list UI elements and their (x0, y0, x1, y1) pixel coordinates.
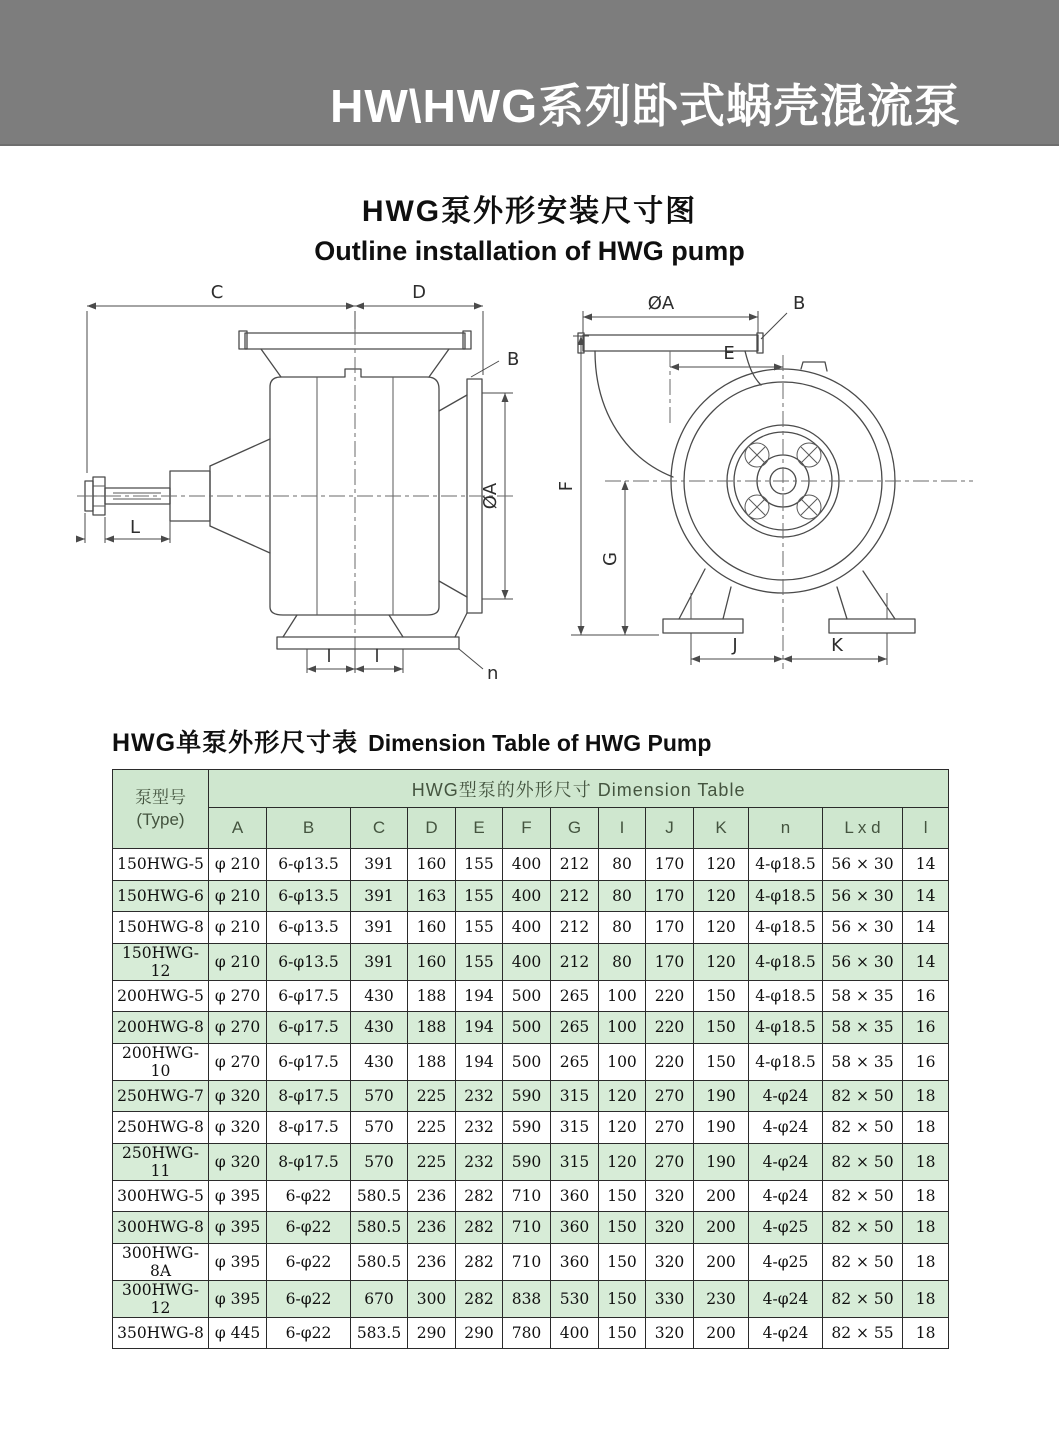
dimension-cell: 580.5 (351, 1180, 408, 1212)
dimension-cell: 4-φ24 (749, 1080, 823, 1112)
pump-type-cell: 350HWG-8 (113, 1317, 209, 1349)
dimension-cell: 4-φ24 (749, 1112, 823, 1144)
dimension-cell: 155 (456, 849, 503, 881)
column-header-f: F (503, 808, 551, 849)
table-section (112, 723, 948, 1349)
dimension-cell: 330 (646, 1280, 694, 1317)
column-header-c: C (351, 808, 408, 849)
dimension-cell: 160 (408, 912, 456, 944)
table-row (113, 943, 949, 980)
dim-label-l-upper: L (129, 517, 140, 538)
dimension-cell: 315 (551, 1143, 599, 1180)
dimension-cell: 710 (503, 1212, 551, 1244)
dimension-cell: 6-φ17.5 (267, 980, 351, 1012)
dim-label-j: J (731, 635, 738, 656)
dimension-cell: 282 (456, 1243, 503, 1280)
dimension-cell: 232 (456, 1143, 503, 1180)
dimension-cell: φ 270 (209, 1012, 267, 1044)
dimension-cell: 400 (503, 912, 551, 944)
dimension-cell: 590 (503, 1143, 551, 1180)
dimension-cell: 200 (694, 1180, 749, 1212)
column-header-g: G (551, 808, 599, 849)
dimension-cell: 230 (694, 1280, 749, 1317)
dimension-cell: 56 × 30 (823, 849, 903, 881)
dimension-cell: 4-φ18.5 (749, 980, 823, 1012)
dimension-cell: 14 (903, 849, 949, 881)
column-header-k: K (694, 808, 749, 849)
dimension-cell: 80 (599, 849, 646, 881)
dimension-cell: 18 (903, 1112, 949, 1144)
pump-type-cell: 250HWG-8 (113, 1112, 209, 1144)
dimension-cell: 282 (456, 1212, 503, 1244)
dimension-cell: 120 (694, 849, 749, 881)
pump-type-cell: 200HWG-10 (113, 1043, 209, 1080)
pump-type-cell: 300HWG-8A (113, 1243, 209, 1280)
dimension-cell: 16 (903, 1012, 949, 1044)
dimension-cell: 838 (503, 1280, 551, 1317)
dimension-cell: 232 (456, 1080, 503, 1112)
dimension-cell: 580.5 (351, 1243, 408, 1280)
dimension-cell: 120 (694, 912, 749, 944)
dimension-cell: 82 × 50 (823, 1243, 903, 1280)
dimension-cell: 120 (599, 1112, 646, 1144)
dimension-cell: 4-φ25 (749, 1212, 823, 1244)
dimension-cell: 190 (694, 1080, 749, 1112)
dimension-cell: φ 320 (209, 1112, 267, 1144)
dimension-cell: 58 × 35 (823, 1012, 903, 1044)
dim-label-k: K (830, 635, 843, 656)
dimension-cell: 212 (551, 943, 599, 980)
dimension-cell: 4-φ18.5 (749, 880, 823, 912)
dimension-cell: 6-φ13.5 (267, 849, 351, 881)
table-row (113, 912, 949, 944)
dimension-cell: 500 (503, 980, 551, 1012)
dimension-cell: 360 (551, 1212, 599, 1244)
dimension-cell: 4-φ18.5 (749, 943, 823, 980)
dimension-cell: 4-φ24 (749, 1143, 823, 1180)
dimension-cell: 18 (903, 1080, 949, 1112)
dimension-cell: 500 (503, 1012, 551, 1044)
dimension-cell: 583.5 (351, 1317, 408, 1349)
dimension-cell: 320 (646, 1317, 694, 1349)
dimension-cell: 315 (551, 1112, 599, 1144)
dimension-cell: 265 (551, 980, 599, 1012)
dimension-cell: 6-φ22 (267, 1280, 351, 1317)
dimension-cell: 6-φ22 (267, 1212, 351, 1244)
dimension-cell: φ 210 (209, 880, 267, 912)
dimension-cell: 16 (903, 1043, 949, 1080)
dimension-cell: 6-φ22 (267, 1180, 351, 1212)
type-header-en: (Type) (136, 810, 185, 829)
dimension-cell: 58 × 35 (823, 1043, 903, 1080)
dimension-cell: 150 (694, 1043, 749, 1080)
dimension-table (112, 769, 949, 1349)
dimension-cell: 150 (694, 980, 749, 1012)
dimension-cell: 430 (351, 1012, 408, 1044)
dim-label-oa-right: ØA (647, 293, 674, 314)
dimension-cell: 82 × 50 (823, 1143, 903, 1180)
dimension-cell: 82 × 50 (823, 1080, 903, 1112)
dimension-cell: 4-φ24 (749, 1317, 823, 1349)
dimension-cell: 190 (694, 1143, 749, 1180)
dimension-cell: 580.5 (351, 1212, 408, 1244)
column-header-e: E (456, 808, 503, 849)
dimension-cell: 290 (456, 1317, 503, 1349)
table-row (113, 1280, 949, 1317)
dimension-cell: 570 (351, 1143, 408, 1180)
column-header-d: D (408, 808, 456, 849)
dimension-cell: 315 (551, 1080, 599, 1112)
dimension-cell: 16 (903, 980, 949, 1012)
dimension-cell: 80 (599, 912, 646, 944)
table-title (112, 723, 948, 759)
dimension-cell: 120 (694, 943, 749, 980)
dimension-cell: 190 (694, 1112, 749, 1144)
table-row (113, 1212, 949, 1244)
dimension-cell: 220 (646, 980, 694, 1012)
dimension-cell: 400 (551, 1317, 599, 1349)
column-header-i: I (599, 808, 646, 849)
dimension-cell: 56 × 30 (823, 912, 903, 944)
dimension-cell: 430 (351, 980, 408, 1012)
dimension-cell: 6-φ17.5 (267, 1043, 351, 1080)
dimension-cell: 18 (903, 1143, 949, 1180)
dimension-cell: 391 (351, 943, 408, 980)
dimension-cell: 4-φ18.5 (749, 849, 823, 881)
dimension-cell: 270 (646, 1143, 694, 1180)
dimension-cell: 14 (903, 912, 949, 944)
dimension-cell: 225 (408, 1112, 456, 1144)
dimension-cell: 188 (408, 980, 456, 1012)
table-row (113, 1180, 949, 1212)
table-row (113, 1012, 949, 1044)
dimension-cell: 18 (903, 1212, 949, 1244)
table-row (113, 980, 949, 1012)
column-header-b: B (267, 808, 351, 849)
dimension-cell: 6-φ22 (267, 1243, 351, 1280)
dimension-cell: 82 × 55 (823, 1317, 903, 1349)
dimension-cell: 500 (503, 1043, 551, 1080)
column-header-l: l (903, 808, 949, 849)
pump-type-cell: 150HWG-12 (113, 943, 209, 980)
drawings-row (0, 281, 1059, 689)
dimension-cell: 170 (646, 912, 694, 944)
dimension-cell: 194 (456, 1012, 503, 1044)
dimension-cell: 232 (456, 1112, 503, 1144)
dimension-cell: 14 (903, 943, 949, 980)
dimension-cell: 320 (646, 1180, 694, 1212)
dimension-cell: 200 (694, 1243, 749, 1280)
dimension-cell: 170 (646, 880, 694, 912)
pump-front-view-drawing (553, 281, 1005, 689)
dim-label-b-right: B (792, 293, 805, 314)
dimension-cell: 400 (503, 849, 551, 881)
dimension-cell: 570 (351, 1112, 408, 1144)
dimension-cell: 290 (408, 1317, 456, 1349)
table-row (113, 1080, 949, 1112)
dim-label-e: E (722, 343, 735, 364)
dimension-cell: φ 395 (209, 1243, 267, 1280)
dimension-cell: 150 (599, 1212, 646, 1244)
dimension-cell: 780 (503, 1317, 551, 1349)
dimension-cell: 14 (903, 880, 949, 912)
dim-label-oa-left: ØA (479, 482, 501, 510)
dimension-cell: 4-φ24 (749, 1280, 823, 1317)
dimension-cell: 82 × 50 (823, 1280, 903, 1317)
subtitle-zh: HWG泵外形安装尺寸图 (361, 195, 698, 228)
dimension-cell: 82 × 50 (823, 1112, 903, 1144)
pump-type-cell: 150HWG-6 (113, 880, 209, 912)
pump-side-view-drawing (55, 281, 535, 689)
dimension-cell: φ 210 (209, 849, 267, 881)
dimension-cell: 8-φ17.5 (267, 1143, 351, 1180)
dimension-cell: 670 (351, 1280, 408, 1317)
column-header-n: n (749, 808, 823, 849)
dimension-cell: 430 (351, 1043, 408, 1080)
dimension-cell: 590 (503, 1080, 551, 1112)
table-row (113, 1043, 949, 1080)
dimension-cell: 4-φ18.5 (749, 912, 823, 944)
dimension-table-body (113, 849, 949, 1349)
dim-label-n: n (486, 663, 498, 684)
dimension-cell: 120 (694, 880, 749, 912)
table-title-zh: HWG单泵外形尺寸表 (112, 729, 359, 757)
dimension-cell: 220 (646, 1043, 694, 1080)
pump-type-cell: 250HWG-11 (113, 1143, 209, 1180)
column-header-type (113, 770, 209, 849)
dimension-cell: φ 445 (209, 1317, 267, 1349)
pump-type-cell: 150HWG-8 (113, 912, 209, 944)
dimension-cell: 150 (694, 1012, 749, 1044)
dimension-cell: 150 (599, 1317, 646, 1349)
dim-label-d: D (411, 282, 426, 303)
column-header-lxd: L x d (823, 808, 903, 849)
dimension-cell: 80 (599, 943, 646, 980)
dimension-cell: 212 (551, 849, 599, 881)
dimension-cell: 8-φ17.5 (267, 1080, 351, 1112)
dimension-cell: 4-φ18.5 (749, 1012, 823, 1044)
dimension-cell: φ 395 (209, 1280, 267, 1317)
table-row (113, 849, 949, 881)
dimension-cell: 58 × 35 (823, 980, 903, 1012)
dimension-cell: 160 (408, 849, 456, 881)
dimension-cell: 236 (408, 1180, 456, 1212)
dimension-cell: φ 210 (209, 943, 267, 980)
pump-type-cell: 300HWG-5 (113, 1180, 209, 1212)
dimension-cell: 56 × 30 (823, 880, 903, 912)
dimension-cell: 163 (408, 880, 456, 912)
pump-type-cell: 200HWG-5 (113, 980, 209, 1012)
dimension-cell: 270 (646, 1112, 694, 1144)
dimension-cell: 160 (408, 943, 456, 980)
dimension-cell: 391 (351, 849, 408, 881)
dimension-cell: φ 395 (209, 1212, 267, 1244)
dimension-cell: 155 (456, 912, 503, 944)
dimension-cell: 6-φ13.5 (267, 912, 351, 944)
dimension-cell: 200 (694, 1317, 749, 1349)
table-row (113, 1143, 949, 1180)
dimension-cell: 590 (503, 1112, 551, 1144)
table-row (113, 1243, 949, 1280)
dimension-cell: φ 270 (209, 980, 267, 1012)
dimension-cell: 18 (903, 1280, 949, 1317)
dimension-cell: 100 (599, 1043, 646, 1080)
dimension-cell: 155 (456, 943, 503, 980)
dimension-cell: 18 (903, 1180, 949, 1212)
dim-label-g: G (599, 552, 621, 566)
dimension-cell: 120 (599, 1143, 646, 1180)
subtitle-en: Outline installation of HWG pump (314, 236, 745, 266)
dimension-cell: 188 (408, 1043, 456, 1080)
dimension-cell: 282 (456, 1280, 503, 1317)
dimension-cell: 320 (646, 1243, 694, 1280)
dimension-cell: 194 (456, 980, 503, 1012)
dimension-cell: 6-φ22 (267, 1317, 351, 1349)
table-row (113, 1317, 949, 1349)
dimension-cell: 82 × 50 (823, 1212, 903, 1244)
dimension-cell: 570 (351, 1080, 408, 1112)
dimension-cell: 282 (456, 1180, 503, 1212)
dimension-cell: 360 (551, 1243, 599, 1280)
dimension-cell: φ 395 (209, 1180, 267, 1212)
dimension-cell: 56 × 30 (823, 943, 903, 980)
dimension-cell: 710 (503, 1243, 551, 1280)
dimension-cell: 4-φ18.5 (749, 1043, 823, 1080)
dimension-cell: 391 (351, 912, 408, 944)
pump-type-cell: 200HWG-8 (113, 1012, 209, 1044)
header-banner (0, 0, 1059, 146)
pump-type-cell: 250HWG-7 (113, 1080, 209, 1112)
table-title-en: Dimension Table of HWG Pump (368, 730, 712, 756)
dimension-cell: 18 (903, 1317, 949, 1349)
table-row (113, 880, 949, 912)
dim-label-f: F (555, 480, 577, 492)
pump-type-cell: 150HWG-5 (113, 849, 209, 881)
dimension-cell: φ 320 (209, 1080, 267, 1112)
table-row (113, 1112, 949, 1144)
dimension-cell: 710 (503, 1180, 551, 1212)
dimension-cell: φ 210 (209, 912, 267, 944)
dimension-cell: 530 (551, 1280, 599, 1317)
dimension-cell: 188 (408, 1012, 456, 1044)
dimension-cell: 265 (551, 1012, 599, 1044)
table-group-header: HWG型泵的外形尺寸 Dimension Table (209, 770, 949, 808)
dimension-cell: 82 × 50 (823, 1180, 903, 1212)
page-title: HW\HWG系列卧式蜗壳混流泵 (330, 80, 961, 132)
dimension-cell: 100 (599, 1012, 646, 1044)
dimension-cell: 212 (551, 912, 599, 944)
dimension-cell: 320 (646, 1212, 694, 1244)
pump-type-cell: 300HWG-12 (113, 1280, 209, 1317)
dimension-cell: 400 (503, 880, 551, 912)
dimension-cell: 6-φ13.5 (267, 880, 351, 912)
column-header-j: J (646, 808, 694, 849)
column-header-row (113, 808, 949, 849)
dimension-cell: 220 (646, 1012, 694, 1044)
dimension-cell: 6-φ13.5 (267, 943, 351, 980)
dimension-cell: 155 (456, 880, 503, 912)
dimension-cell: 360 (551, 1180, 599, 1212)
dim-label-l2: l (373, 646, 380, 667)
dimension-cell: 18 (903, 1243, 949, 1280)
column-header-a: A (209, 808, 267, 849)
dimension-cell: 6-φ17.5 (267, 1012, 351, 1044)
dimension-cell: 194 (456, 1043, 503, 1080)
dimension-cell: 4-φ25 (749, 1243, 823, 1280)
dimension-cell: 150 (599, 1180, 646, 1212)
dimension-cell: 212 (551, 880, 599, 912)
pump-type-cell: 300HWG-8 (113, 1212, 209, 1244)
dimension-cell: 100 (599, 980, 646, 1012)
dimension-cell: 170 (646, 849, 694, 881)
dimension-cell: 270 (646, 1080, 694, 1112)
dim-label-c: C (210, 282, 223, 303)
dimension-cell: 391 (351, 880, 408, 912)
dimension-cell: 225 (408, 1143, 456, 1180)
dimension-cell: 150 (599, 1243, 646, 1280)
dimension-cell: 170 (646, 943, 694, 980)
dimension-cell: 300 (408, 1280, 456, 1317)
dimension-cell: 225 (408, 1080, 456, 1112)
dimension-cell: 236 (408, 1212, 456, 1244)
dimension-cell: 236 (408, 1243, 456, 1280)
dimension-cell: 400 (503, 943, 551, 980)
dimension-cell: φ 320 (209, 1143, 267, 1180)
dimension-cell: 80 (599, 880, 646, 912)
dimension-cell: 8-φ17.5 (267, 1112, 351, 1144)
type-header-zh: 泵型号 (135, 787, 186, 807)
dimension-cell: 265 (551, 1043, 599, 1080)
dimension-cell: 120 (599, 1080, 646, 1112)
dimension-cell: 150 (599, 1280, 646, 1317)
dim-label-l1: l (325, 646, 332, 667)
dimension-cell: 200 (694, 1212, 749, 1244)
dim-label-b-left: B (506, 349, 519, 370)
dimension-cell: φ 270 (209, 1043, 267, 1080)
dimension-cell: 4-φ24 (749, 1180, 823, 1212)
